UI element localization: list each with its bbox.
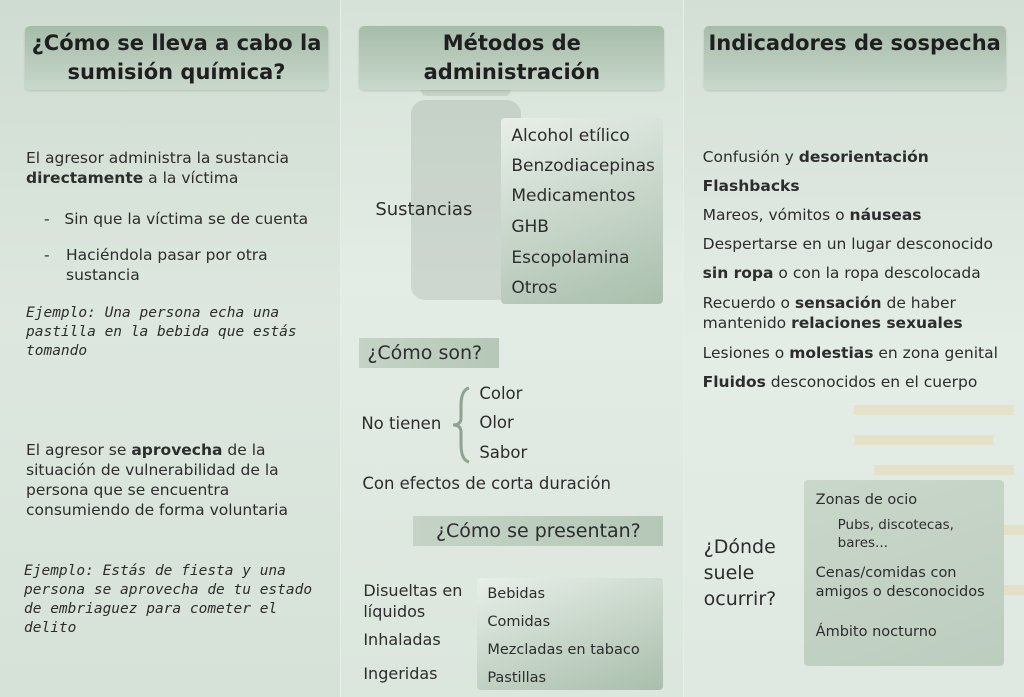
substance-item: GHB xyxy=(511,217,549,237)
indicator-item xyxy=(703,176,800,196)
substances-box xyxy=(501,118,663,304)
no-tienen-label: No tienen xyxy=(361,414,442,433)
como-son-heading: ¿Cómo son? xyxy=(359,338,499,368)
column2-title: Métodos de administración xyxy=(359,26,664,90)
indicator-bold: Fluidos xyxy=(702,373,766,391)
vehicle-item: Pastillas xyxy=(487,670,547,686)
substances-label: Sustancias xyxy=(375,199,473,220)
vehicle-item: Mezcladas en tabaco xyxy=(487,642,640,658)
indicator-item xyxy=(703,205,922,225)
indicator-item xyxy=(703,293,1021,333)
indicator-item: Despertarse en un lugar desconocido xyxy=(702,235,993,253)
substance-item: Medicamentos xyxy=(511,186,636,206)
indicator-item xyxy=(703,147,929,167)
bullet-text: Sin que la víctima se de cuenta xyxy=(64,210,309,228)
substance-item: Alcohol etílico xyxy=(511,126,630,146)
column-como-se-lleva xyxy=(0,0,340,697)
direct-admin-bold: directamente xyxy=(26,169,144,187)
indicator-post: en zona genital xyxy=(873,344,998,362)
indicator-item xyxy=(703,263,981,283)
vehicles-box xyxy=(477,578,663,690)
form-item: Disueltas en líquidos xyxy=(363,581,463,621)
indicator-post: o con la ropa descolocada xyxy=(773,264,981,282)
place-item: Ámbito nocturno xyxy=(815,624,937,640)
column-indicadores xyxy=(683,0,1024,697)
voluntary-post: de la situación de vulnerabilidad de la persona que se encuentra consumiendo de forma voluntaria xyxy=(26,441,288,519)
direct-admin-post: a la víctima xyxy=(143,169,239,187)
example-text-1: Ejemplo: Una persona echa una pastilla en la bebida que estás tomando xyxy=(26,305,297,359)
indicator-pre: Mareos, vómitos o xyxy=(702,206,850,224)
property-item: Color xyxy=(479,384,523,403)
brace-icon xyxy=(451,386,471,464)
indicator-pre: Confusión y xyxy=(702,148,799,166)
indicator-bold: Flashbacks xyxy=(702,177,800,195)
substance-item: Benzodiacepinas xyxy=(511,156,655,176)
place-item: Cenas/comidas con amigos o desconocidos xyxy=(815,565,985,600)
column3-title: Indicadores de sospecha xyxy=(704,26,1006,90)
indicator-item xyxy=(703,372,978,392)
bullet-text: Haciéndola pasar por otra sustancia xyxy=(66,246,268,284)
indicator-bold: sin ropa xyxy=(702,264,774,282)
indicator-bold: sensación xyxy=(794,294,882,312)
property-item: Sabor xyxy=(479,443,528,462)
como-presentan-heading: ¿Cómo se presentan? xyxy=(413,516,663,546)
bullet-item: - Sin que la víctima se de cuenta xyxy=(44,210,309,228)
form-item: Ingeridas xyxy=(363,664,438,683)
indicator-bold: desorientación xyxy=(798,148,929,166)
indicator-pre: Recuerdo o xyxy=(702,294,795,312)
indicator-bold: relaciones sexuales xyxy=(791,314,963,332)
indicator-bold: molestias xyxy=(789,344,874,362)
substance-item: Escopolamina xyxy=(511,248,630,268)
indicator-bold: náuseas xyxy=(849,206,922,224)
form-item: Inhaladas xyxy=(363,630,441,649)
example-text-2: Ejemplo: Estás de fiesta y una persona se aprovecha de tu estado de embriaguez para cometer el delito xyxy=(24,563,313,636)
indicator-pre: Lesiones o xyxy=(702,344,790,362)
voluntary-pre: El agresor se xyxy=(26,441,132,459)
place-subitem: Pubs, discotecas, bares... xyxy=(837,517,954,551)
places-box xyxy=(804,480,1004,666)
voluntary-text xyxy=(26,440,326,520)
indicator-mid: de haber mantenido xyxy=(702,294,956,332)
column-metodos xyxy=(340,0,682,697)
property-item: Olor xyxy=(479,413,514,432)
bullet-item: - Haciéndola pasar por otra sustancia xyxy=(44,245,314,285)
direct-admin-pre: El agresor administra la sustancia xyxy=(26,149,290,167)
where-heading: ¿Dónde suele ocurrir? xyxy=(703,536,777,610)
direct-admin-text xyxy=(26,148,326,188)
substance-item: Otros xyxy=(511,278,558,298)
indicator-post: desconocidos en el cuerpo xyxy=(765,373,978,391)
voluntary-bold: aprovecha xyxy=(131,441,223,459)
vehicle-item: Comidas xyxy=(487,614,551,630)
place-item: Zonas de ocio xyxy=(815,492,918,508)
efectos-text: Con efectos de corta duración xyxy=(362,474,611,493)
indicator-item xyxy=(703,343,998,363)
column1-title: ¿Cómo se lleva a cabo la sumisión química? xyxy=(25,26,328,90)
vehicle-item: Bebidas xyxy=(487,586,546,602)
